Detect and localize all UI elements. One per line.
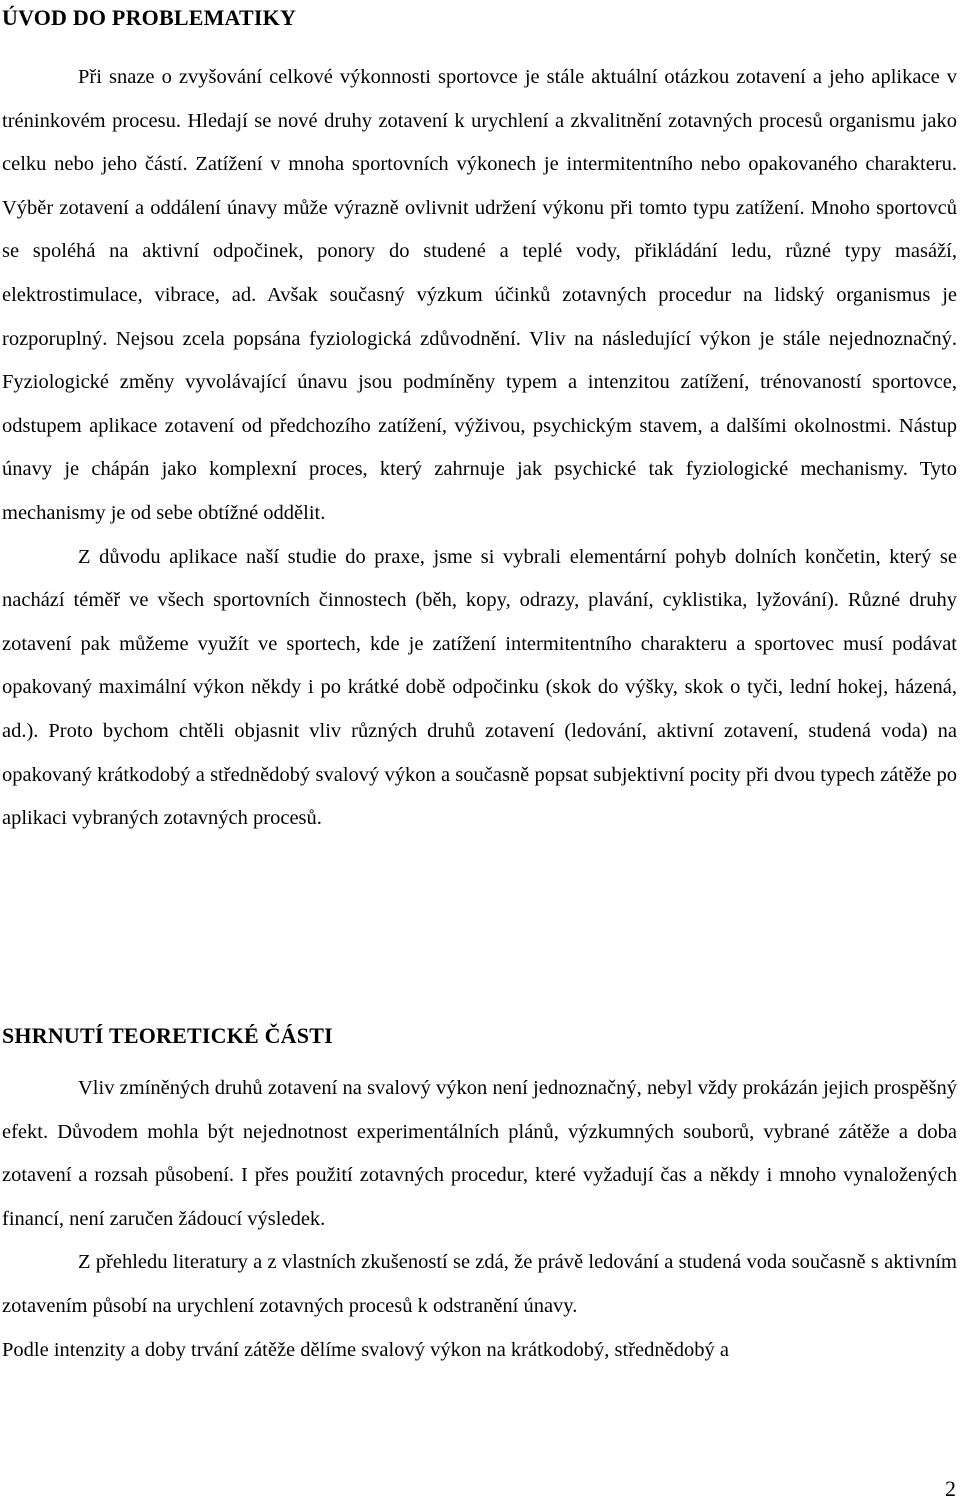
paragraph-summary-3: Podle intenzity a doby trvání zátěže dělíme svalový výkon na krátkodobý, střednědobý a (2, 1338, 729, 1361)
paragraph-introduction-1: Při snaze o zvyšování celkové výkonnosti sportovce je stále aktuální otázkou zotavení a jeho aplikace v tréninkovém procesu. Hledají se nové druhy zotavení k urychlení a zkvalitnění zotavných procesů organismu jako celku nebo jeho částí. Zatížení v mnoha sportovních výkonech je intermitentního nebo opakovaného charakteru. Výběr zotavení a oddálení únavy může výrazně ovlivnit udržení výkonu při tomto typu zatížení. Mnoho sportovců se spoléhá na aktivní odpočinek, ponory do studené a teplé vody, přikládání ledu, různé typy masáží, elektrostimulace, vibrace, ad. Avšak současný výzkum účinků zotavných procedur na lidský organismus je rozporuplný. Nejsou zcela popsána fyziologická zdůvodnění. Vliv na následující výkon je stále nejednoznačný. Fyziologické změny vyvolávající únavu jsou podmíněny typem a intenzitou zatížení, trénovaností sportovce, odstupem aplikace zotavení od předchozího zatížení, výživou, psychickým stavem, a dalšími okolnostmi. Nástup únavy je chápán jako komplexní proces, který zahrnuje jak psychické tak fyziologické mechanismy. Tyto mechanismy je od sebe obtížné oddělit. (2, 66, 957, 524)
paragraph-summary-2: Z přehledu literatury a z vlastních zkušeností se zdá, že právě ledování a studená voda současně s aktivním zotavením působí na urychlení zotavných procesů k odstranění únavy. (2, 1251, 957, 1317)
page-number: 2 (945, 1476, 956, 1501)
section-heading-introduction: ÚVOD DO PROBLEMATIKY (2, 5, 297, 30)
section-body-introduction (2, 56, 957, 841)
section-heading-summary: SHRNUTÍ TEORETICKÉ ČÁSTI (2, 1023, 333, 1048)
paragraph-introduction-2: Z důvodu aplikace naší studie do praxe, jsme si vybrali elementární pohyb dolních končetin, který se nachází téměř ve všech sportovních činnostech (běh, kopy, odrazy, plavání, cyklistika, lyžování). Různé druhy zotavení pak můžeme využít ve sportech, kde je zatížení intermitentního charakteru a sportovec musí podávat opakovaný maximální výkon někdy i po krátké době odpočinku (skok do výšky, skok o tyči, lední hokej, házená, ad.). Proto bychom chtěli objasnit vliv různých druhů zotavení (ledování, aktivní zotavení, studená voda) na opakovaný krátkodobý a střednědobý svalový výkon a současně popsat subjektivní pocity při dvou typech zátěže po aplikaci vybraných zotavných procesů. (2, 545, 957, 830)
section-body-summary (2, 1067, 957, 1372)
paragraph-summary-1: Vliv zmíněných druhů zotavení na svalový výkon není jednoznačný, nebyl vždy prokázán jejich prospěšný efekt. Důvodem mohla být nejednotnost experimentálních plánů, výzkumných souborů, vybrané zátěže a doba zotavení a rozsah působení. I přes použití zotavných procedur, které vyžadují čas a někdy i mnoho vynaložených financí, není zaručen žádoucí výsledek. (2, 1077, 957, 1230)
